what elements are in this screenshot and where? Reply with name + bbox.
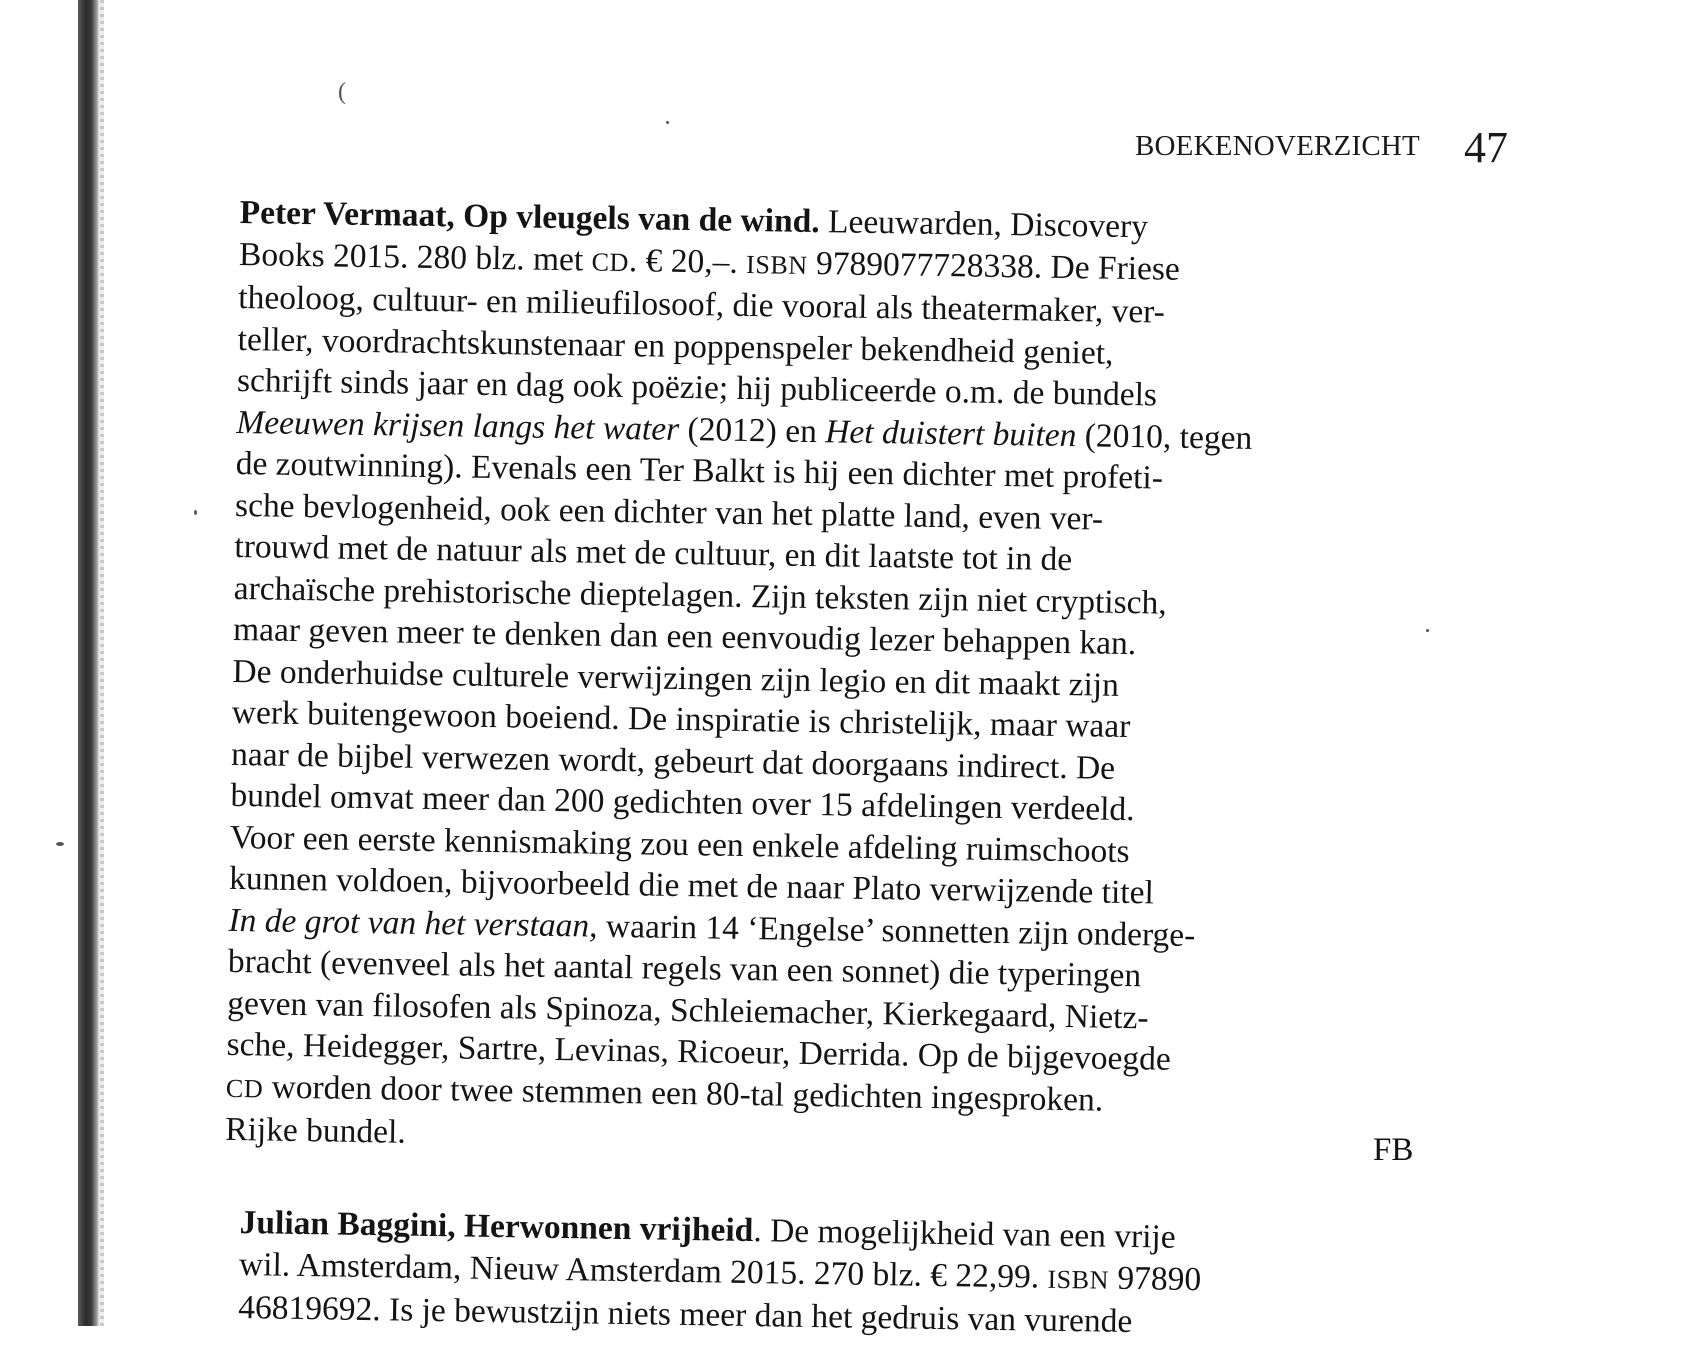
text-line: maar geven meer te denken dan een eenvoudig lezer behappen kan.	[232, 610, 1137, 663]
text-line: bracht (evenveel als het aantal regels van een sonnet) die typeringen	[227, 942, 1142, 995]
text-line: sche bevlogenheid, ook een dichter van het platte land, even ver-	[234, 486, 1104, 538]
small-caps-cd: CD	[591, 247, 630, 277]
text-span: (2010, tegen	[1076, 416, 1253, 457]
text-span: 97890	[1108, 1259, 1202, 1298]
book-title-italic: Meeuwen krijsen langs het water	[236, 403, 680, 448]
text-line: naar de bijbel verwezen wordt, gebeurt dat doorgaans indirect. De	[230, 735, 1116, 787]
page-number: 47	[1464, 123, 1508, 172]
text-span: waarin 14 ‘Engelse’ sonnetten zijn onderge-	[597, 907, 1196, 954]
text-line: archaïsche prehistorische dieptelagen. Zijn teksten zijn niet cryptisch,	[233, 569, 1167, 622]
text-line: sche, Heidegger, Sartre, Levinas, Ricoeur, Derrida. Op de bijgevoegde	[226, 1025, 1172, 1078]
review-entry-baggini	[238, 1202, 1440, 1347]
reviewer-initials: FB	[1373, 1132, 1414, 1168]
small-caps-isbn: ISBN	[745, 249, 808, 280]
text-span: worden door twee stemmen een 80-tal gedichten ingesproken.	[262, 1067, 1104, 1119]
review-heading: Julian Baggini, Herwonnen vrijheid	[239, 1203, 754, 1250]
review-entry-vermaat	[225, 192, 1440, 1169]
text-line: kunnen voldoen, bijvoorbeeld die met de naar Plato verwijzende titel	[228, 859, 1155, 912]
review-heading: Peter Vermaat, Op vleugels van de wind.	[239, 193, 820, 241]
text-line: theoloog, cultuur- en milieufilosoof, die vooral als theatermaker, ver-	[238, 278, 1166, 331]
text-span: Leeuwarden, Discovery	[819, 203, 1149, 246]
speck	[56, 842, 64, 846]
text-line: Rijke bundel.	[224, 1110, 407, 1151]
text-span: Books 2015. 280 blz. met	[238, 235, 592, 279]
text-span: . € 20,–.	[628, 241, 747, 281]
page-binding-edge	[100, 0, 104, 1326]
text-line: 46819692. Is je bewustzijn niets meer dan het gedruis van vurende	[238, 1288, 1133, 1341]
text-line: bundel omvat meer dan 200 gedichten over 15 afdelingen verdeeld.	[230, 776, 1135, 829]
page-binding-shadow	[78, 0, 100, 1326]
text-line: teller, voordrachtskunstenaar en poppenspeler bekendheid geniet,	[237, 320, 1114, 372]
text-line: geven van filosofen als Spinoza, Schleiemacher, Kierkegaard, Nietz-	[226, 984, 1149, 1036]
text-line: de zoutwinning). Evenals een Ter Balkt is hij een dichter met profeti-	[235, 444, 1164, 497]
speck	[666, 121, 669, 124]
text-line: De onderhuidse culturele verwijzingen zijn legio en dit maakt zijn	[232, 652, 1120, 704]
small-caps-isbn: ISBN	[1047, 1264, 1110, 1295]
text-span: . De mogelijkheid van een vrije	[753, 1212, 1176, 1256]
book-title-italic: Het duistert buiten	[824, 412, 1077, 454]
stray-mark: (	[338, 79, 346, 105]
text-span: wil. Amsterdam, Nieuw Amsterdam 2015. 270 blz. € 22,99.	[238, 1245, 1048, 1296]
text-line: Voor een eerste kennismaking zou een enkele afdeling ruimschoots	[229, 818, 1130, 870]
running-head: BOEKENOVERZICHT	[1135, 130, 1420, 162]
text-span: (2012) en	[678, 410, 826, 450]
text-span: 9789077728338. De Friese	[807, 244, 1181, 288]
text-line: trouwd met de natuur als met de cultuur, en dit laatste tot in de	[234, 527, 1073, 579]
speck	[194, 510, 197, 515]
text-line: schrijft sinds jaar en dag ook poëzie; hij publiceerde o.m. de bundels	[236, 361, 1158, 414]
book-title-italic: In de grot van het verstaan,	[228, 901, 598, 945]
small-caps-cd: CD	[225, 1073, 264, 1103]
text-line: werk buitengewoon boeiend. De inspiratie is christelijk, maar waar	[231, 693, 1131, 746]
